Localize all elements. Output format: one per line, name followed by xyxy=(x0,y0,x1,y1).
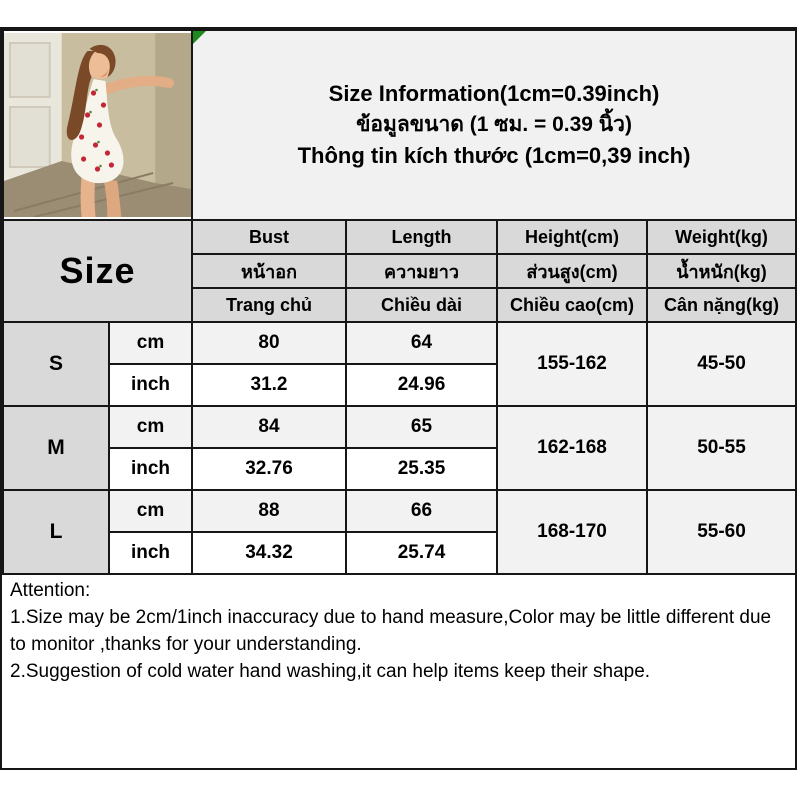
m-bust-cm: 84 xyxy=(192,406,346,448)
m-length-inch: 25.35 xyxy=(346,448,497,490)
col-header-length-th: ความยาว xyxy=(346,254,497,288)
model-photo-illustration xyxy=(4,33,191,217)
title-cell xyxy=(192,30,796,220)
photo-title-row xyxy=(3,30,796,220)
l-bust-cm: 88 xyxy=(192,490,346,532)
s-height: 155-162 xyxy=(497,322,647,406)
unit-label-cm: cm xyxy=(109,406,192,448)
l-bust-inch: 34.32 xyxy=(192,532,346,574)
col-header-length-en: Length xyxy=(346,220,497,254)
size-corner-cell: Size xyxy=(3,220,192,322)
l-weight: 55-60 xyxy=(647,490,796,574)
m-bust-inch: 32.76 xyxy=(192,448,346,490)
col-header-length-vi: Chiều dài xyxy=(346,288,497,322)
l-height: 168-170 xyxy=(497,490,647,574)
size-chart-sheet xyxy=(0,27,797,770)
attention-heading: Attention: xyxy=(10,580,91,601)
s-weight: 45-50 xyxy=(647,322,796,406)
attention-section xyxy=(2,575,795,768)
s-bust-inch: 31.2 xyxy=(192,364,346,406)
unit-label-inch: inch xyxy=(109,364,192,406)
title-thai: ข้อมูลขนาด (1 ซม. = 0.39 นิ้ว) xyxy=(356,113,632,137)
model-photo-cell xyxy=(3,30,192,220)
attention-note-1: 1.Size may be 2cm/1inch inaccuracy due to hand measure,Color may be little different due to monitor ,thanks for your understanding. xyxy=(10,606,772,655)
col-header-height-en: Height(cm) xyxy=(497,220,647,254)
unit-label-cm: cm xyxy=(109,322,192,364)
green-corner-marker-icon xyxy=(193,31,206,44)
title-english: Size Information(1cm=0.39inch) xyxy=(328,81,660,107)
title-stack xyxy=(193,82,795,167)
table-row-l-cm xyxy=(3,490,796,532)
col-header-bust-vi: Trang chủ xyxy=(192,288,346,322)
col-header-bust-th: หน้าอก xyxy=(192,254,346,288)
col-header-bust-en: Bust xyxy=(192,220,346,254)
size-label-s: S xyxy=(3,322,109,406)
header-row-english xyxy=(3,220,796,254)
model-photo xyxy=(4,33,191,217)
title-vietnamese: Thông tin kích thước (1cm=0,39 inch) xyxy=(297,142,691,168)
s-length-inch: 24.96 xyxy=(346,364,497,406)
col-header-weight-vi: Cân nặng(kg) xyxy=(647,288,796,322)
col-header-weight-en: Weight(kg) xyxy=(647,220,796,254)
m-length-cm: 65 xyxy=(346,406,497,448)
l-length-inch: 25.74 xyxy=(346,532,497,574)
s-length-cm: 64 xyxy=(346,322,497,364)
l-length-cm: 66 xyxy=(346,490,497,532)
size-label-l: L xyxy=(3,490,109,574)
unit-label-inch: inch xyxy=(109,532,192,574)
s-bust-cm: 80 xyxy=(192,322,346,364)
col-header-height-th: ส่วนสูง(cm) xyxy=(497,254,647,288)
col-header-weight-th: น้ำหนัก(kg) xyxy=(647,254,796,288)
unit-label-inch: inch xyxy=(109,448,192,490)
m-weight: 50-55 xyxy=(647,406,796,490)
size-label-m: M xyxy=(3,406,109,490)
table-row-m-cm xyxy=(3,406,796,448)
m-height: 162-168 xyxy=(497,406,647,490)
attention-note-2: 2.Suggestion of cold water hand washing,it can help items keep their shape. xyxy=(10,660,651,682)
table-row-s-cm xyxy=(3,322,796,364)
col-header-height-vi: Chiều cao(cm) xyxy=(497,288,647,322)
unit-label-cm: cm xyxy=(109,490,192,532)
size-table xyxy=(2,29,797,575)
